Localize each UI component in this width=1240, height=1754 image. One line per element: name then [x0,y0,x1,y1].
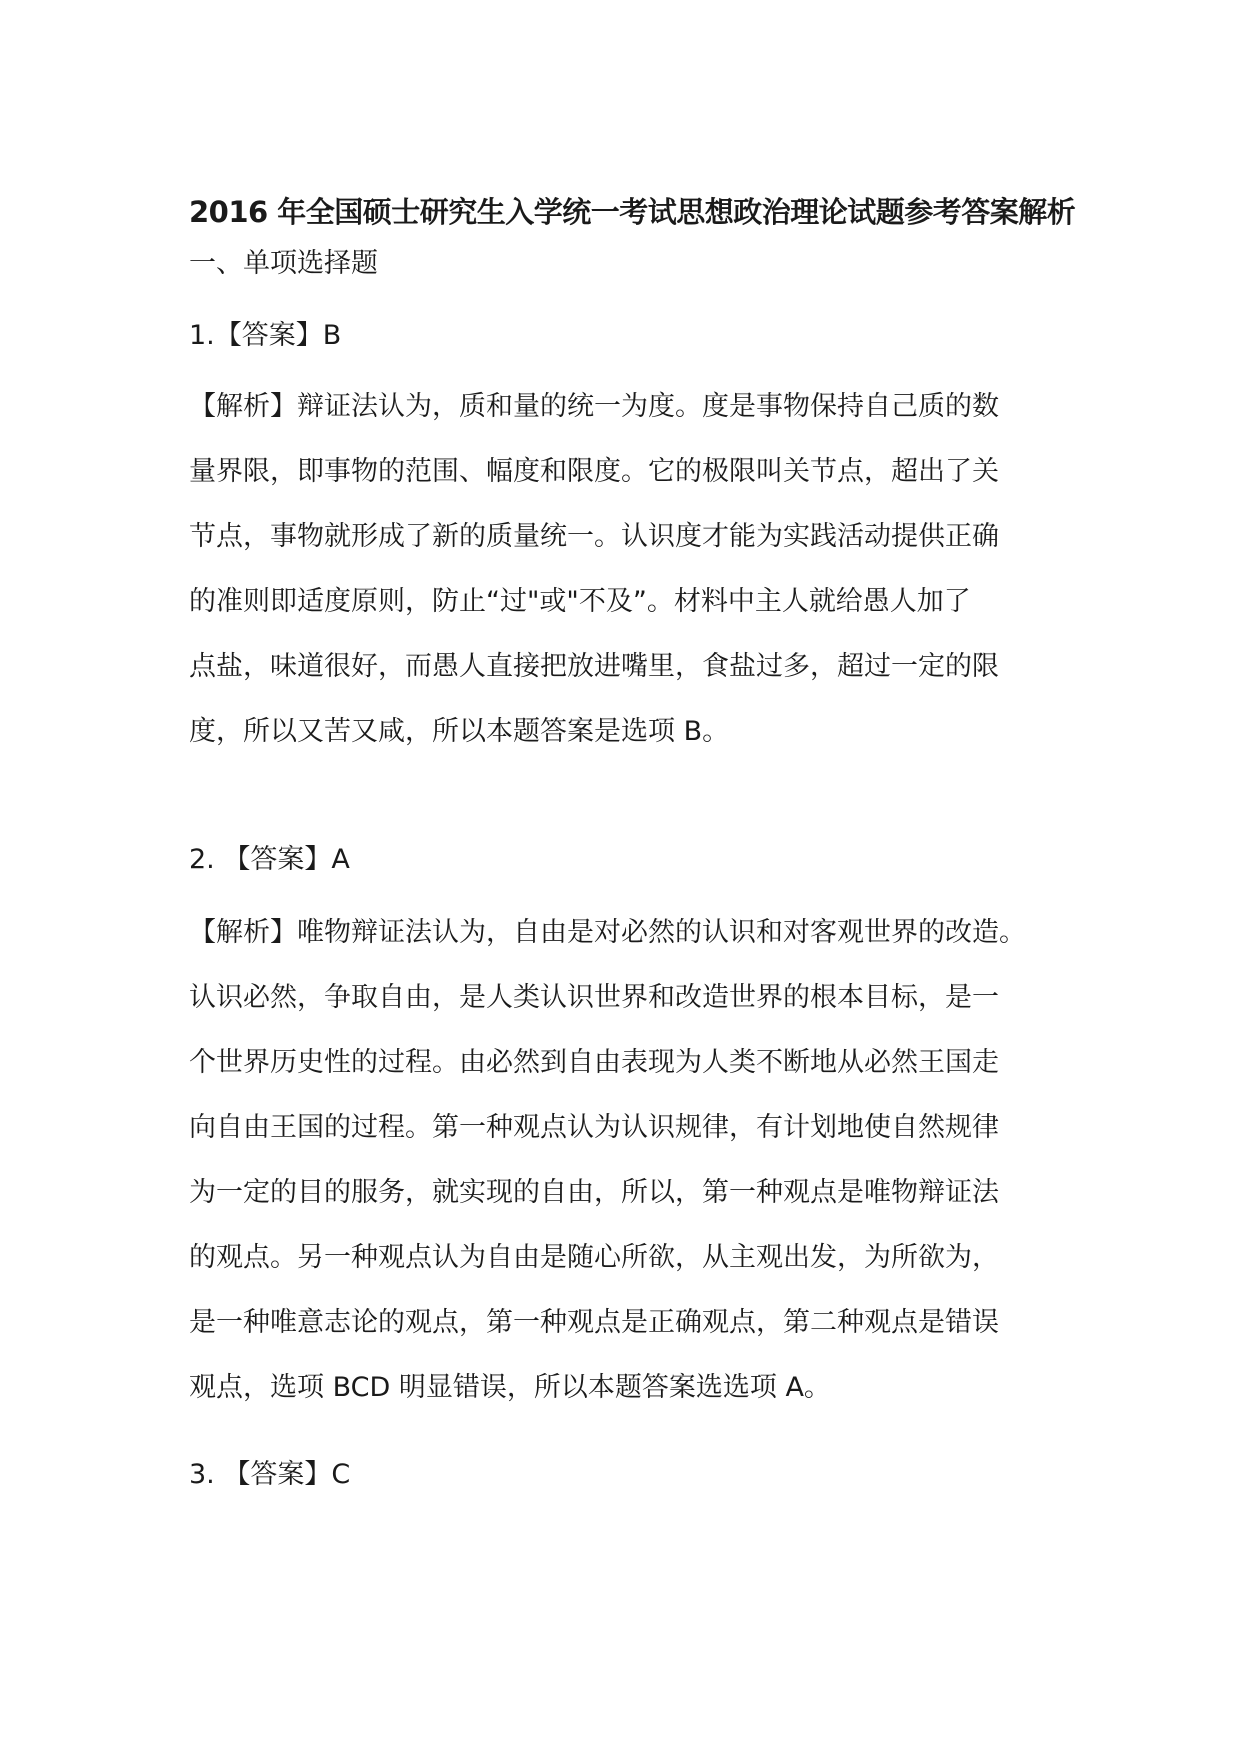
document-page [189,0,1076,1754]
q2-analysis-line: 【解析】唯物辩证法认为，自由是对必然的认识和对客观世界的改造。 [189,917,1026,948]
q2-analysis-line: 向自由王国的过程。第一种观点认为认识规律，有计划地使自然规律 [189,1112,999,1143]
section-heading: 一、单项选择题 [189,248,378,279]
q2-analysis [189,900,1059,1420]
q2-analysis-line: 为一定的目的服务，就实现的自由，所以，第一种观点是唯物辩证法 [189,1177,999,1208]
q1-analysis-line: 【解析】辩证法认为，质和量的统一为度。度是事物保持自己质的数 [189,391,999,422]
document-title: 2016 年全国硕士研究生入学统一考试思想政治理论试题参考答案解析 [189,195,1076,229]
q2-analysis-line: 认识必然，争取自由，是人类认识世界和改造世界的根本目标，是一 [189,982,999,1013]
q2-analysis-line: 是一种唯意志论的观点，第一种观点是正确观点，第二种观点是错误 [189,1307,999,1338]
q2-analysis-line: 观点，选项 BCD 明显错误，所以本题答案选选项 A。 [189,1372,831,1403]
q1-analysis [189,374,1059,764]
q2-analysis-line: 的观点。另一种观点认为自由是随心所欲，从主观出发，为所欲为， [189,1242,999,1273]
q1-answer: 1.【答案】B [189,320,342,351]
q1-analysis-line: 点盐，味道很好，而愚人直接把放进嘴里，食盐过多，超过一定的限 [189,651,999,682]
q2-analysis-line: 个世界历史性的过程。由必然到自由表现为人类不断地从必然王国走 [189,1047,999,1078]
q1-analysis-line: 的准则即适度原则，防止“过"或"不及”。材料中主人就给愚人加了 [189,586,971,617]
q2-answer: 2. 【答案】A [189,844,350,875]
q1-analysis-line: 节点，事物就形成了新的质量统一。认识度才能为实践活动提供正确 [189,521,999,552]
q1-analysis-line: 量界限，即事物的范围、幅度和限度。它的极限叫关节点，超出了关 [189,456,999,487]
q3-answer: 3. 【答案】C [189,1459,351,1490]
q1-analysis-line: 度，所以又苦又咸，所以本题答案是选项 B。 [189,716,730,747]
